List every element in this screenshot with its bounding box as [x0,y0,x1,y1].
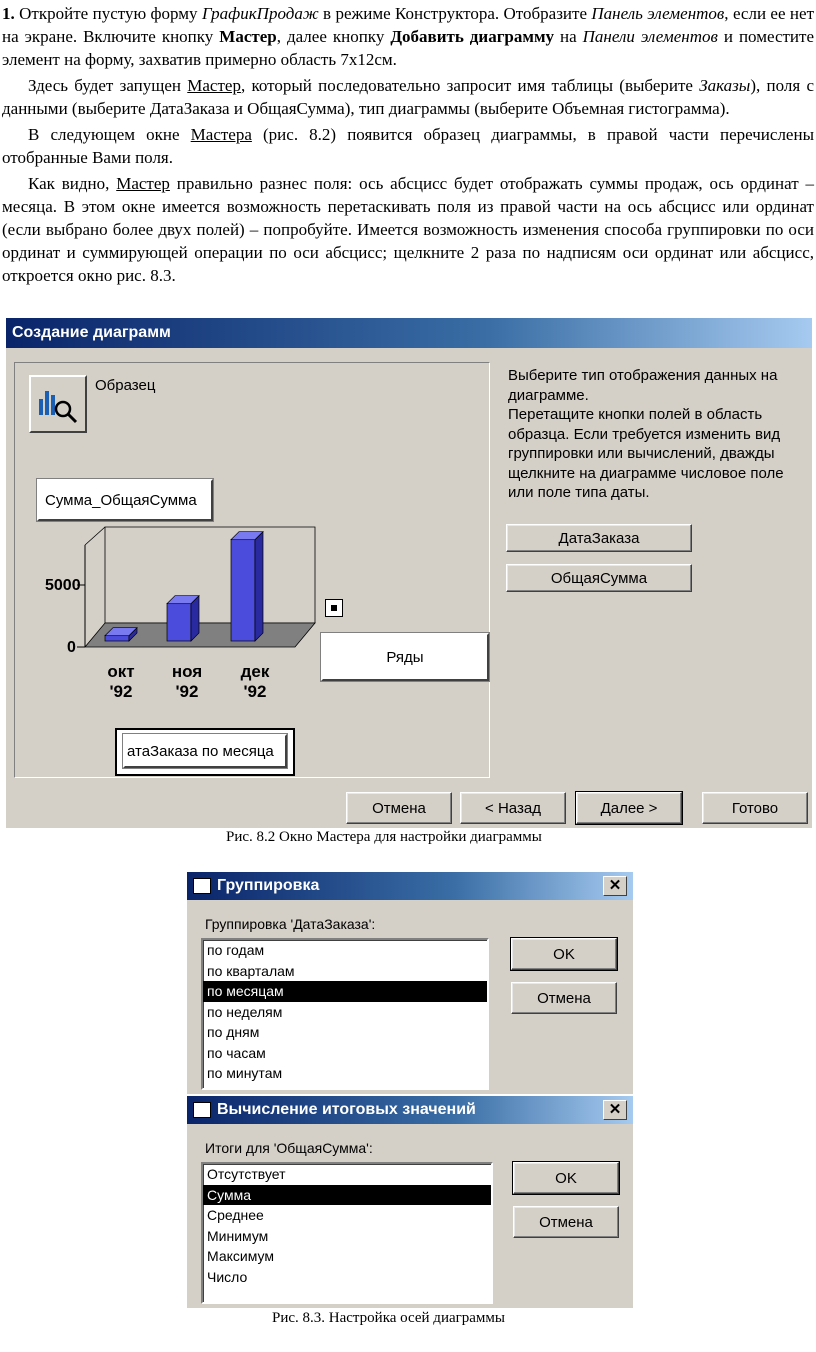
wizard-title: Создание диаграмм [12,324,171,341]
totals-cancel-button[interactable]: Отмена [513,1206,619,1238]
field-button-total-sum[interactable]: ОбщаяСумма [506,564,692,592]
chart-bar [167,596,199,641]
grouping-option[interactable]: по кварталам [207,962,295,979]
totals-label: Итоги для 'ОбщаяСумма': [205,1140,373,1156]
instructions-line-1: Выберите тип отображения данных на диаграмме. [508,367,778,404]
paragraph-3: В следующем окне Мастера (рис. 8.2) появится образец диаграммы, в правой части перечислены отобранные Вами поля. [2,125,814,167]
paragraph-4: Как видно, Мастер правильно разнес поля: ось абсцисс будет отображать суммы продаж, ось ординат – месяца. В этом окне имеется возможность перетаскивать поля из правой части на ось абсцисс или ординат (если выбрано более двух полей) – попробуйте. Имеется возможность изменения способа группировки по оси ординат и суммирующей операции по оси абсцисс; щелкните 2 раза по надписям оси ординат или абсцисс, откроется окно рис. 8.3. [2,174,814,285]
wizard-titlebar [6,318,812,348]
series-drop-box[interactable] [321,633,489,681]
cancel-button[interactable]: Отмена [346,792,452,824]
totals-dialog [187,1096,633,1308]
grouping-ok-button[interactable]: OK [511,938,617,970]
grouping-titlebar [187,872,633,900]
close-icon[interactable]: ✕ [603,876,627,896]
intro-text [2,2,814,287]
totals-option[interactable]: Отсутствует [207,1166,286,1182]
totals-title: Вычисление итоговых значений [217,1101,476,1118]
totals-option[interactable]: Минимум [207,1227,269,1244]
totals-titlebar [187,1096,633,1124]
grouping-dialog [187,872,633,1094]
series-marker-icon[interactable] [325,599,343,617]
x-tick-label: окт '92 [107,662,135,701]
x-axis-field-label: атаЗаказа по месяца [127,742,274,760]
sample-area [14,362,490,778]
finish-button[interactable]: Готово [702,792,808,824]
paragraph-1: 1. Откройте пустую форму ГрафикПродаж в режиме Конструктора. Отобразите Панель элементов, если ее нет на экране. Включите кнопку Мастер, далее кнопку Добавить диаграмму на Панели элементов и поместите элемент на форму, захватив примерно область 7х12см. [2,4,814,69]
totals-option[interactable]: Число [207,1268,248,1285]
grouping-option[interactable]: по минутам [207,1065,283,1081]
y-axis-field-box[interactable] [37,479,213,521]
totals-option[interactable]: Сумма [203,1185,491,1206]
x-tick-label: дек '92 [240,662,270,701]
x-tick-label: ноя '92 [171,662,203,701]
totals-option[interactable]: Среднее [207,1207,264,1223]
y-tick-5000: 5000 [45,577,81,594]
grouping-title: Группировка [217,877,320,894]
y-tick-0: 0 [67,639,76,656]
grouping-option[interactable]: по годам [207,942,265,958]
next-button[interactable]: Далее > [576,792,682,824]
back-button[interactable]: < Назад [460,792,566,824]
grouping-cancel-button[interactable]: Отмена [511,982,617,1014]
totals-listbox[interactable] [201,1162,493,1304]
chart-bar [231,532,263,641]
x-axis-field-box[interactable] [123,734,287,768]
y-axis-field-label: Сумма_ОбщаяСумма [45,491,197,509]
dialog-form-icon [193,1102,211,1118]
figure-caption-8-2: Рис. 8.2 Окно Мастера для настройки диаграммы [226,829,542,845]
chart-depth-line [85,527,105,545]
grouping-option[interactable]: по часам [207,1044,266,1061]
series-label: Ряды [386,648,424,666]
grouping-label: Группировка 'ДатаЗаказа': [205,916,376,932]
sample-chart[interactable] [15,523,335,703]
grouping-option[interactable]: по неделям [207,1003,283,1020]
grouping-option[interactable]: по дням [207,1024,260,1040]
grouping-listbox[interactable] [201,938,489,1090]
wizard-instructions [508,366,804,503]
figure-caption-8-3: Рис. 8.3. Настройка осей диаграммы [272,1310,505,1326]
x-axis-field-frame [115,728,295,776]
grouping-option[interactable]: по месяцам [203,981,487,1002]
dialog-form-icon [193,878,211,894]
totals-ok-button[interactable]: OK [513,1162,619,1194]
paragraph-2: Здесь будет запущен Мастер, который последовательно запросит имя таблицы (выберите Заказы), поля с данными (выберите ДатаЗаказа и ОбщаяСумма), тип диаграммы (выберите Объемная гистограмма). [2,76,814,118]
sample-label: Образец [95,377,156,394]
chart-wizard-window [6,318,812,828]
field-button-order-date[interactable]: ДатаЗаказа [506,524,692,552]
totals-option[interactable]: Максимум [207,1248,274,1264]
close-icon[interactable]: ✕ [603,1100,627,1120]
instructions-line-2: Перетащите кнопки полей в область образца. Если требуется изменить вид группировки или вычислений, дважды щелкните на диаграмме числовое поле или поле типа даты. [508,406,784,501]
chart-back-wall [105,527,315,623]
chart-sample-icon [29,375,87,433]
